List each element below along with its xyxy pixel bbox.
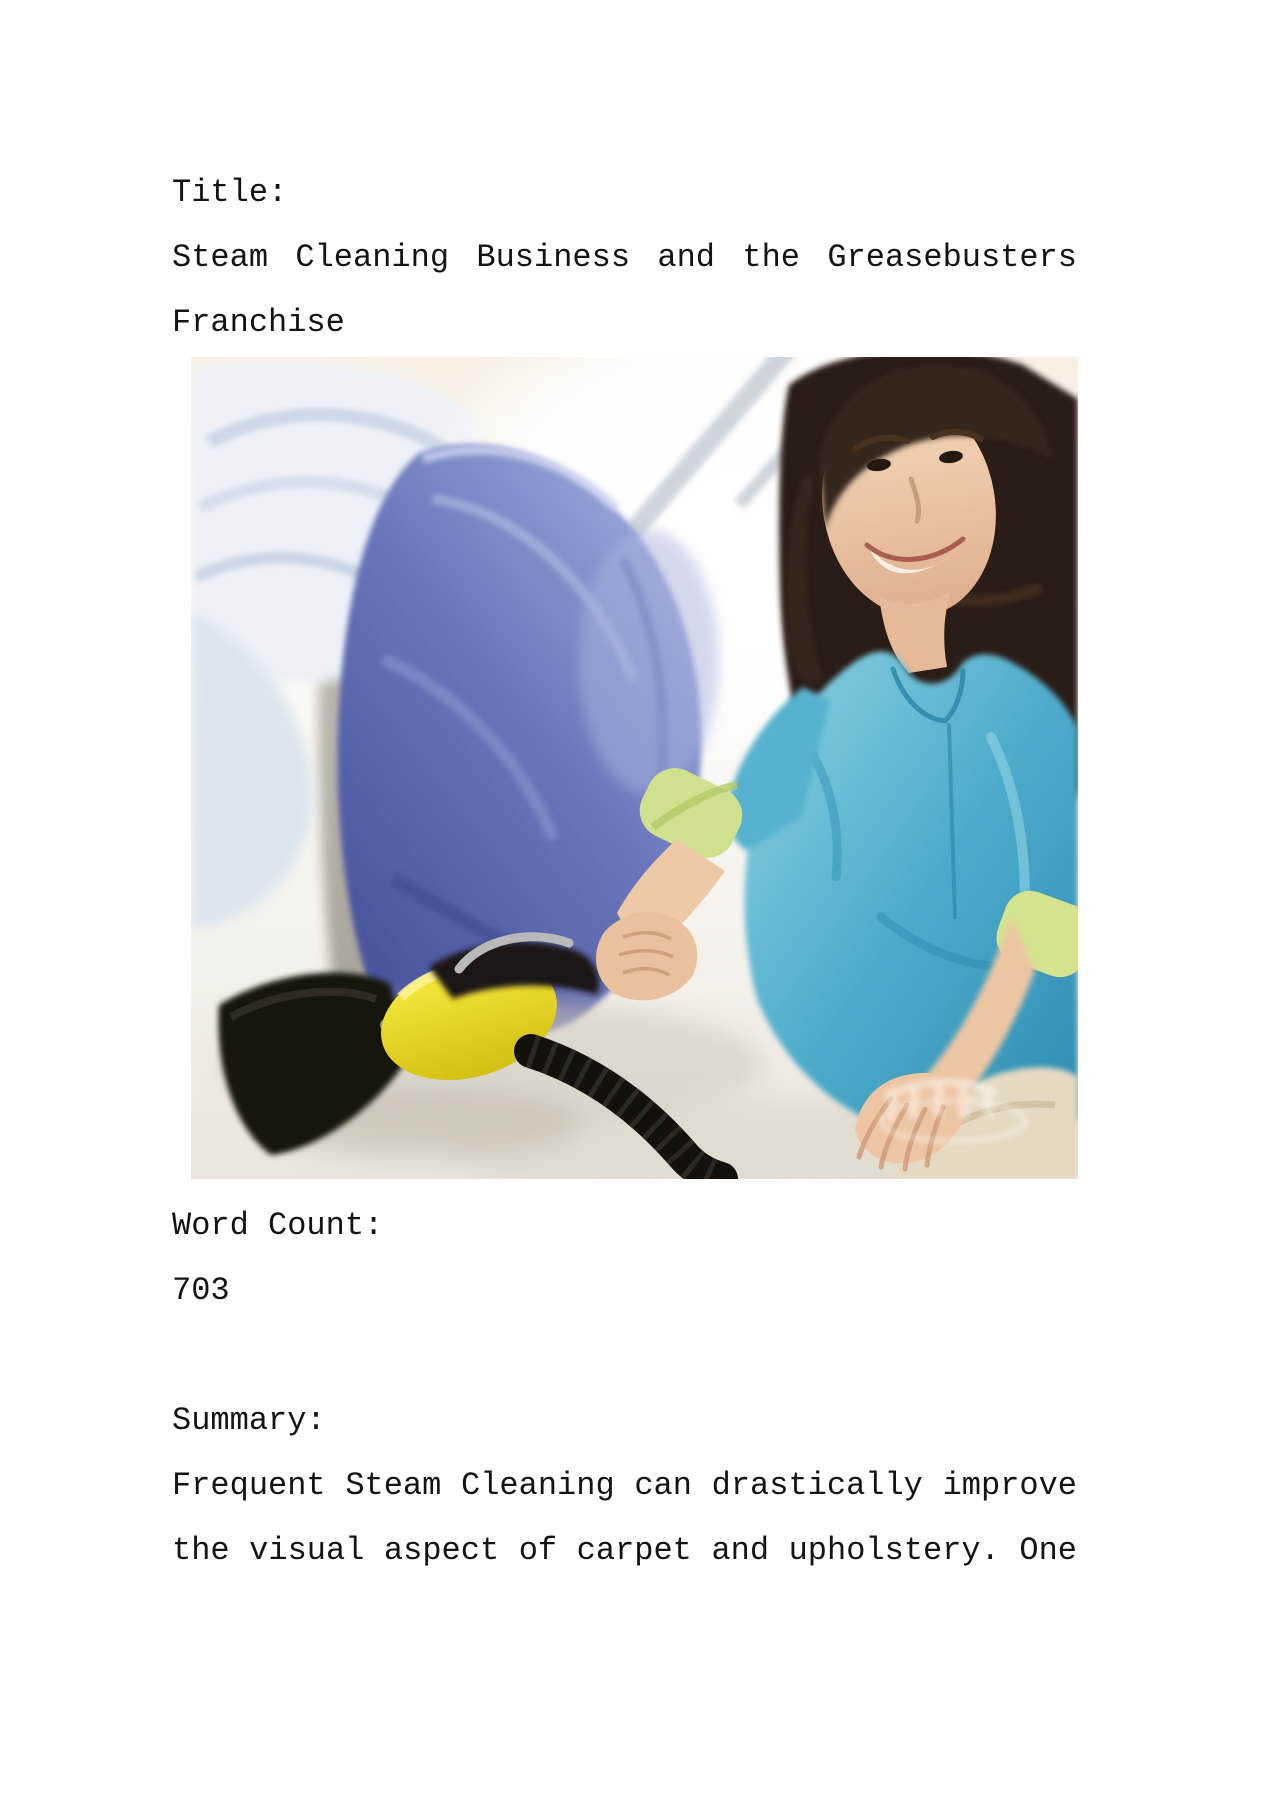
title-line-1: Steam Cleaning Business and the Greasebusters — [172, 239, 1077, 276]
summary-line-2: the visual aspect of carpet and upholstery. One — [172, 1532, 1077, 1569]
article-photo — [191, 357, 1078, 1179]
summary-label: Summary: — [172, 1402, 326, 1439]
summary-line-1: Frequent Steam Cleaning can drastically improve — [172, 1467, 1077, 1504]
blank-line — [172, 1323, 1077, 1388]
word-count-label: Word Count: — [172, 1207, 384, 1244]
title-line-2: Franchise — [172, 304, 345, 341]
article-body — [172, 160, 1077, 1583]
word-count-value: 703 — [172, 1272, 230, 1309]
title-label: Title: — [172, 174, 288, 211]
sofa-cleaning-photo — [191, 357, 1078, 1179]
